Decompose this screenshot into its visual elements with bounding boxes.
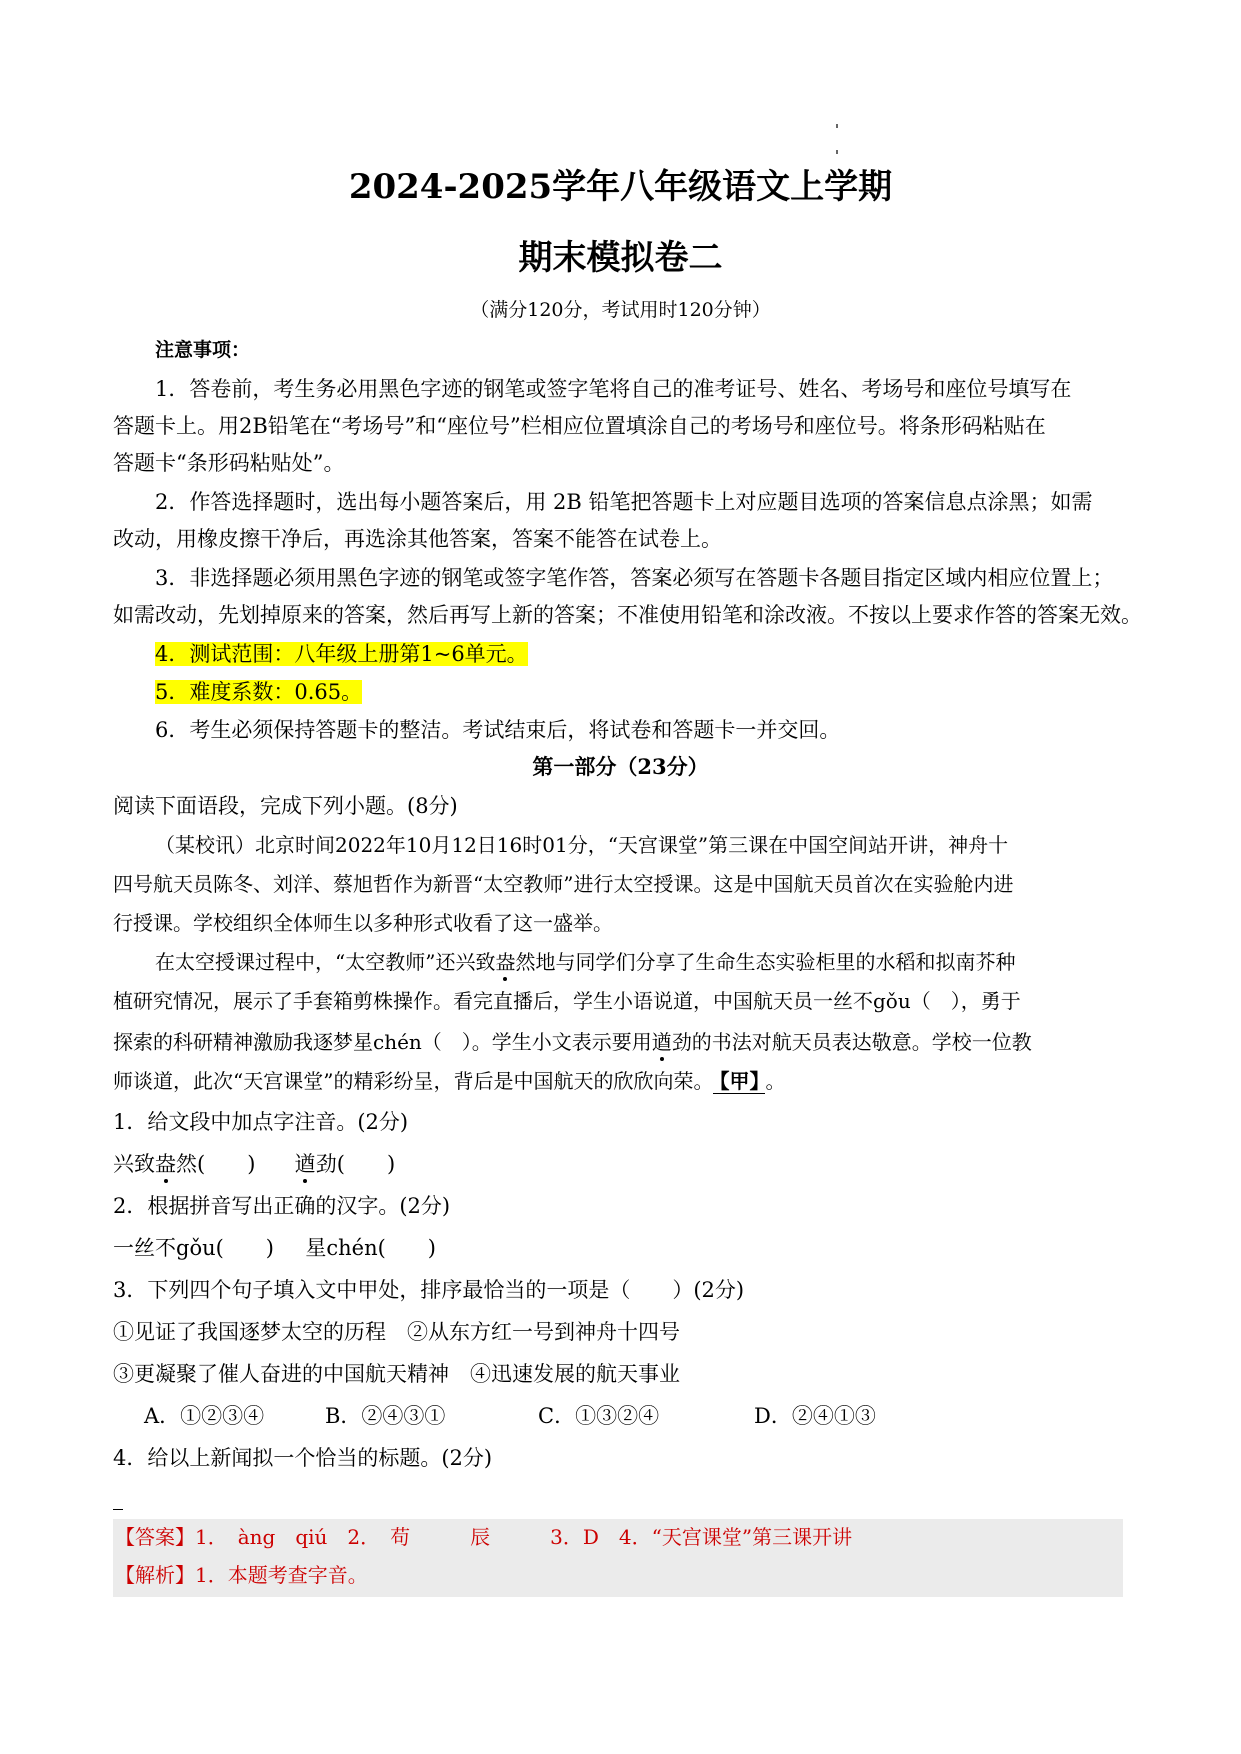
notice-item1-line3: 答题卡“条形码粘贴处”。 [113,451,345,475]
scan-mark [836,150,838,154]
separator-mark [113,1509,123,1510]
passage-p1-line1: （某校讯）北京时间2022年10月12日16时01分，“天宫课堂”第三课在中国空间站开讲，神舟十 [155,833,1009,857]
question-3: 3．下列四个句子填入文中甲处，排序最恰当的一项是（ ）(2分) [113,1278,745,1302]
q3-option-a: A．①②③④ [144,1404,265,1428]
q3-option-c: C．①③②④ [538,1404,660,1428]
question-4: 4．给以上新闻拟一个恰当的标题。(2分) [113,1446,493,1470]
blank-jia: 【甲】 [713,1069,765,1094]
q3-option-b: B．②④③① [325,1404,446,1428]
question-3-sentences-2: ③更凝聚了催人奋进的中国航天精神 ④迅速发展的航天事业 [113,1362,680,1386]
dotted-char-text: 盎 [155,1152,176,1176]
question-1-items [113,1152,395,1176]
passage-text: 劲的书法对航天员表达敬意。学校一位教 [671,1030,1032,1054]
notice-item4-highlighted: 4．测试范围：八年级上册第1~6单元。 [155,642,528,666]
dotted-char-text: 遒 [651,1030,672,1054]
passage-p2-line1 [155,950,1015,974]
notice-item1-line2: 答题卡上。用2B铅笔在“考场号”和“座位号”栏相应位置填涂自己的考场号和座位号。将条形码粘贴在 [113,414,1046,438]
passage-text: 师谈道，此次“天宫课堂”的精彩纷呈，背后是中国航天的欣欣向荣。 [113,1069,714,1093]
notice-item2-line1: 2．作答选择题时，选出每小题答案后，用 2B 铅笔把答题卡上对应题目选项的答案信息点涂黑；如需 [155,490,1093,514]
section-intro: 阅读下面语段，完成下列小题。(8分) [113,794,458,818]
exam-title-line2: 期末模拟卷二 [518,238,723,278]
dotted-char [295,1152,316,1176]
question-1: 1．给文段中加点字注音。(2分) [113,1110,409,1134]
notice-item3-line2: 如需改动，先划掉原来的答案，然后再写上新的答案；不准使用铅笔和涂改液。不按以上要求作答的答案无效。 [113,603,1142,627]
q1-text: 劲( ) [315,1152,396,1176]
dotted-char [155,1152,176,1176]
dotted-char [495,950,515,974]
dotted-char [652,1030,672,1054]
q2-item: 星chén( ) [305,1236,436,1260]
passage-p1-line2: 四号航天员陈冬、刘洋、蔡旭哲作为新晋“太空教师”进行太空授课。这是中国航天员首次在实验舱内进 [113,872,1014,896]
answer-line: 【答案】1． àng qiú 2． 苟 辰 3．D 4．“天宫课堂”第三课开讲 [115,1525,853,1549]
notice-item6: 6．考生必须保持答题卡的整洁。考试结束后，将试卷和答题卡一并交回。 [155,718,841,742]
passage-p1-line3: 行授课。学校组织全体师生以多种形式收看了这一盛举。 [113,911,613,935]
q1-text: 兴致 [113,1152,155,1176]
passage-p2-line4 [113,1069,785,1093]
dotted-char-text: 遒 [294,1152,316,1176]
passage-text: 探索的科研精神激励我逐梦星chén（ ）。学生小文表示要用 [113,1030,652,1054]
q1-text: 然( ) [176,1152,256,1176]
emphasis-dot [503,977,507,981]
passage-p2-line2: 植研究情况，展示了手套箱剪株操作。看完直播后，学生小语说道，中国航天员一丝不gǒu（ ），勇于 [113,989,1021,1013]
section-heading: 第一部分（23分） [532,754,709,779]
notice-item5-highlighted: 5．难度系数：0.65。 [155,680,363,704]
scan-mark [836,124,838,128]
passage-text: 然地与同学们分享了生命生态实验柜里的水稻和拟南芥种 [515,950,1016,974]
q2-item: 一丝不gǒu( ) [113,1236,274,1260]
exam-title-line1: 2024-2025学年八年级语文上学期 [348,167,893,207]
exam-subtitle: （满分120分，考试用时120分钟） [470,299,771,321]
notice-item2-line2: 改动，用橡皮擦干净后，再选涂其他答案，答案不能答在试卷上。 [113,527,722,551]
emphasis-dot [303,1179,307,1183]
notice-item1-line1: 1．答卷前，考生务必用黑色字迹的钢笔或签字笔将自己的准考证号、姓名、考场号和座位号填写在 [155,377,1072,401]
passage-text: 在太空授课过程中，“太空教师”还兴致 [155,950,496,974]
notice-heading: 注意事项： [155,339,251,361]
question-2-items [113,1236,436,1260]
analysis-line: 【解析】1．本题考查字音。 [115,1563,368,1587]
question-3-sentences-1: ①见证了我国逐梦太空的历程 ②从东方红一号到神舟十四号 [113,1320,680,1344]
q3-option-d: D．②④①③ [754,1404,876,1428]
passage-text: 。 [765,1069,786,1093]
notice-item3-line1: 3．非选择题必须用黑色字迹的钢笔或签字笔作答，答案必须写在答题卡各题目指定区域内相应位置上； [155,566,1114,590]
emphasis-dot [164,1179,168,1183]
dotted-char-text: 盎 [495,950,516,974]
passage-p2-line3 [113,1030,1032,1054]
emphasis-dot [660,1057,664,1061]
question-2: 2．根据拼音写出正确的汉字。(2分) [113,1194,451,1218]
